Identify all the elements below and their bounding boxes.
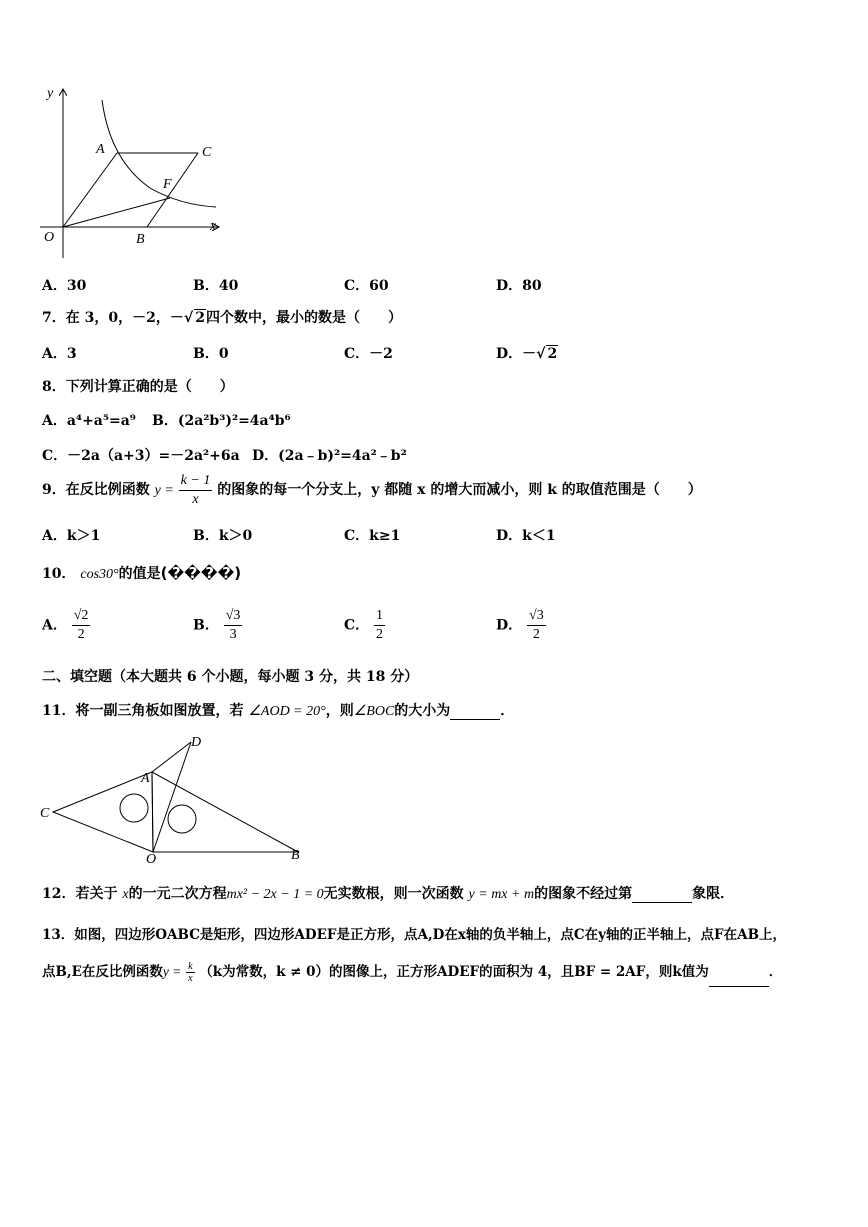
label-f: F	[163, 177, 172, 192]
q10-option-b: B． $\frac{√3}{3}$	[193, 608, 241, 642]
label-b: B	[136, 232, 145, 247]
q9-option-d: D．k＜1	[496, 528, 556, 544]
label-o: O	[146, 852, 157, 865]
q6-option-b: B．40	[193, 278, 239, 294]
q9-stem: 9．在反比例函数 y = $\frac{k - 1}{x}$ 的图象的每一个分支上，y 都随 x 的增大而减小，则 k 的取值范围是（ ）	[42, 472, 702, 507]
q8-option-b: B．(2a²b³)²=4a⁴b⁶	[152, 413, 291, 429]
q8-option-d: D．(2a﹣b)²=4a²﹣b²	[252, 448, 407, 464]
label-b: B	[291, 848, 300, 863]
figure-q11-triangles	[36, 730, 316, 865]
q8-option-c: C．－2a（a+3）=－2a²+6a	[42, 448, 240, 464]
q8-option-a: A．a⁴+a⁵=a⁹	[42, 413, 136, 429]
q7-option-c: C．－2	[344, 346, 393, 362]
q13-answer-blank[interactable]	[709, 956, 769, 987]
q6-option-a: A．30	[42, 278, 87, 294]
q9-option-c: C．k≥1	[344, 528, 401, 544]
figure-q6-graph	[30, 80, 230, 260]
q10-option-c: C． $\frac{1}{2}$	[344, 608, 384, 642]
q11-answer-blank[interactable]	[450, 703, 500, 720]
q6-option-c: C．60	[344, 278, 389, 294]
label-c: C	[40, 806, 50, 821]
q13-line2: 点B,E在反比例函数y = $\frac{k}{x}$ （k为常数，k ≠ 0）的图像上，正方形ADEF的面积为 4，且BF = 2AF，则k值为 ．	[42, 956, 782, 987]
q9-option-b: B．k＞0	[193, 528, 253, 544]
label-d: D	[191, 735, 202, 750]
q12-stem: 12．若关于 x的一元二次方程mx² − 2x − 1 = 0无实数根，则一次函数 y = mx + m的图象不经过第 象限．	[42, 886, 735, 902]
label-c: C	[202, 145, 212, 160]
section-heading: 二、填空题（本大题共 6 个小题，每小题 3 分，共 18 分）	[42, 669, 419, 685]
q11-stem: 11．将一副三角板如图放置，若 ∠AOD = 20°，则∠BOC的大小为 ．	[42, 703, 515, 719]
q10-option-d: D． $\frac{√3}{2}$	[496, 608, 544, 642]
q8-stem: 8．下列计算正确的是（ ）	[42, 379, 234, 395]
label-o: O	[44, 230, 55, 245]
label-y: y	[47, 86, 54, 101]
q13-line1: 13．如图，四边形OABC是矩形，四边形ADEF是正方形，点A,D在x轴的负半轴上，点C在y轴的正半轴上，点F在AB上，	[42, 927, 786, 943]
label-x: x	[210, 219, 217, 234]
q9-option-a: A．k＞1	[42, 528, 101, 544]
q7-option-d: D．－√ 2	[496, 346, 558, 362]
label-a: A	[96, 142, 105, 157]
q10-stem: 10． cos30°的值是(����)	[42, 564, 242, 582]
q10-option-a: A． $\frac{√2}{2}$	[42, 608, 89, 642]
q6-option-d: D．80	[496, 278, 542, 294]
label-a: A	[141, 771, 150, 786]
q7-option-a: A．3	[42, 346, 77, 362]
q7-option-b: B．0	[193, 346, 229, 362]
q12-answer-blank[interactable]	[632, 886, 692, 903]
q7-stem: 7．在 3，0，－2，－√ 2四个数中，最小的数是（ ）	[42, 310, 402, 326]
